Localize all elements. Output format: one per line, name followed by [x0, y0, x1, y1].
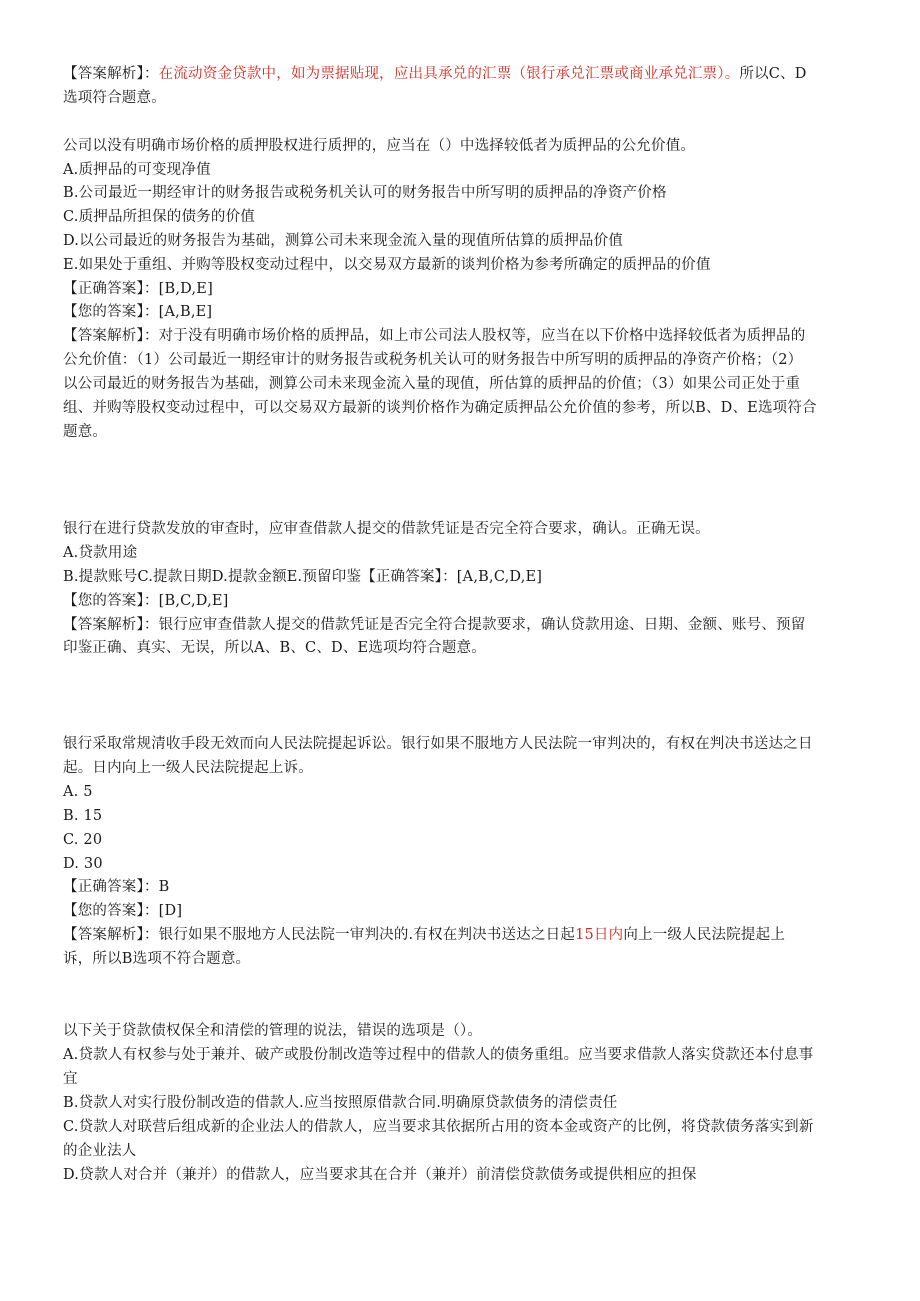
q3-your-answer: 【您的答案】：[D] — [63, 903, 183, 919]
q3-explanation-highlight: 15日内 — [575, 927, 624, 943]
q1-explanation-line2: 公允价值：（1）公司最近一期经审计的财务报告或税务机关认可的财务报告中所写明的质押品的净资产价格；（2） — [63, 352, 803, 368]
q3-option-b: B. 15 — [63, 808, 103, 824]
q3-explanation-line2: 诉，所以B选项不符合题意。 — [63, 951, 251, 967]
q0-explanation — [63, 64, 863, 84]
q4-option-a-line1: A.贷款人有权参与处于兼并、破产或股份制改造等过程中的借款人的债务重组。应当要求借款人落实贷款还本付息事 — [63, 1047, 814, 1063]
q3-explanation-head: 【答案解析】：银行如果不服地方人民法院一审判决的.有权在判决书送达之日起 — [63, 927, 576, 943]
q1-explanation-line4: 组、并购等股权变动过程中，可以交易双方最新的谈判价格作为确定质押品公允价值的参考，所以B、D、E选项符合 — [63, 400, 817, 416]
q3-stem-line2: 起。日内向上一级人民法院提起上诉。 — [63, 760, 313, 776]
q4-option-b: B.贷款人对实行股份制改造的借款人.应当按照原借款合同.明确原贷款债务的清偿责任 — [63, 1095, 618, 1111]
q4-option-c-line2: 的企业法人 — [63, 1143, 137, 1159]
q1-option-c: C.质押品所担保的债务的价值 — [63, 209, 255, 225]
q1-explanation-line3: 以公司最近的财务报告为基础，测算公司未来现金流入量的现值，所估算的质押品的价值；（3）如果公司正处于重 — [63, 376, 801, 392]
q2-your-answer: 【您的答案】：[B,C,D,E] — [63, 593, 229, 609]
q2-options-line: B.提款账号C.提款日期D.提款金额E.预留印鉴【正确答案】：[A,B,C,D,E] — [63, 569, 543, 585]
q4-option-c-line1: C.贷款人对联营后组成新的企业法人的借款人，应当要求其依据所占用的资本金或资产的比例，将贷款债务落实到新 — [63, 1119, 814, 1135]
q4-option-d: D.贷款人对合并（兼并）的借款人，应当要求其在合并（兼并）前清偿贷款债务或提供相应的担保 — [63, 1167, 697, 1183]
q3-correct-answer: 【正确答案】：B — [63, 879, 170, 895]
q3-option-c: C. 20 — [63, 832, 103, 848]
q4-stem: 以下关于贷款债权保全和清偿的管理的说法，错误的选项是（）。 — [63, 1023, 483, 1039]
q1-explanation-line5: 题意。 — [63, 424, 108, 440]
q1-stem: 公司以没有明确市场价格的质押股权进行质押的，应当在（）中选择较低者为质押品的公允价值。 — [63, 138, 696, 154]
q1-correct-answer: 【正确答案】：[B,D,E] — [63, 281, 213, 297]
q1-your-answer: 【您的答案】：[A,B,E] — [63, 304, 213, 320]
q0-explanation-highlight: 在流动资金贷款中，如为票据贴现，应出具承兑的汇票（银行承兑汇票或商业承兑汇票）。 — [158, 66, 740, 82]
q2-option-a: A.贷款用途 — [63, 545, 138, 561]
q3-option-d: D. 30 — [63, 856, 103, 872]
q2-explanation-line1: 【答案解析】：银行应审查借款人提交的借款凭证是否完全符合提款要求，确认贷款用途、日期、金额、账号、预留 — [63, 617, 806, 633]
q3-stem-line1: 银行采取常规清收手段无效而向人民法院提起诉讼。银行如果不服地方人民法院一审判决的，有权在判决书送达之日 — [63, 736, 813, 752]
q1-explanation-line1: 【答案解析】：对于没有明确市场价格的质押品，如上市公司法人股权等，应当在以下价格中选择较低者为质押品的 — [63, 328, 806, 344]
q1-option-e: E.如果处于重组、并购等股权变动过程中，以交易双方最新的谈判价格为参考所确定的质押品的价值 — [63, 257, 711, 273]
q2-explanation-line2: 印鉴正确、真实、无误，所以A、B、C、D、E选项均符合题意。 — [63, 640, 486, 656]
q4-option-a-line2: 宜 — [63, 1071, 78, 1087]
q0-explanation-label: 【答案解析】： — [63, 66, 159, 82]
q2-stem: 银行在进行贷款发放的审查时，应审查借款人提交的借款凭证是否完全符合要求，确认。正确无误。 — [63, 521, 710, 537]
q3-option-a: A. 5 — [63, 784, 93, 800]
q0-explanation-tail: 所以C、D — [739, 66, 807, 82]
q1-option-b: B.公司最近一期经审计的财务报告或税务机关认可的财务报告中所写明的质押品的净资产价格 — [63, 185, 667, 201]
q1-option-a: A.质押品的可变现净值 — [63, 162, 211, 178]
q1-option-d: D.以公司最近的财务报告为基础，测算公司未来现金流入量的现值所估算的质押品价值 — [63, 233, 624, 249]
q3-explanation — [63, 925, 863, 945]
q0-explanation-line2: 选项符合题意。 — [63, 90, 166, 106]
q3-explanation-tail: 向上一级人民法院提起上 — [623, 927, 786, 943]
